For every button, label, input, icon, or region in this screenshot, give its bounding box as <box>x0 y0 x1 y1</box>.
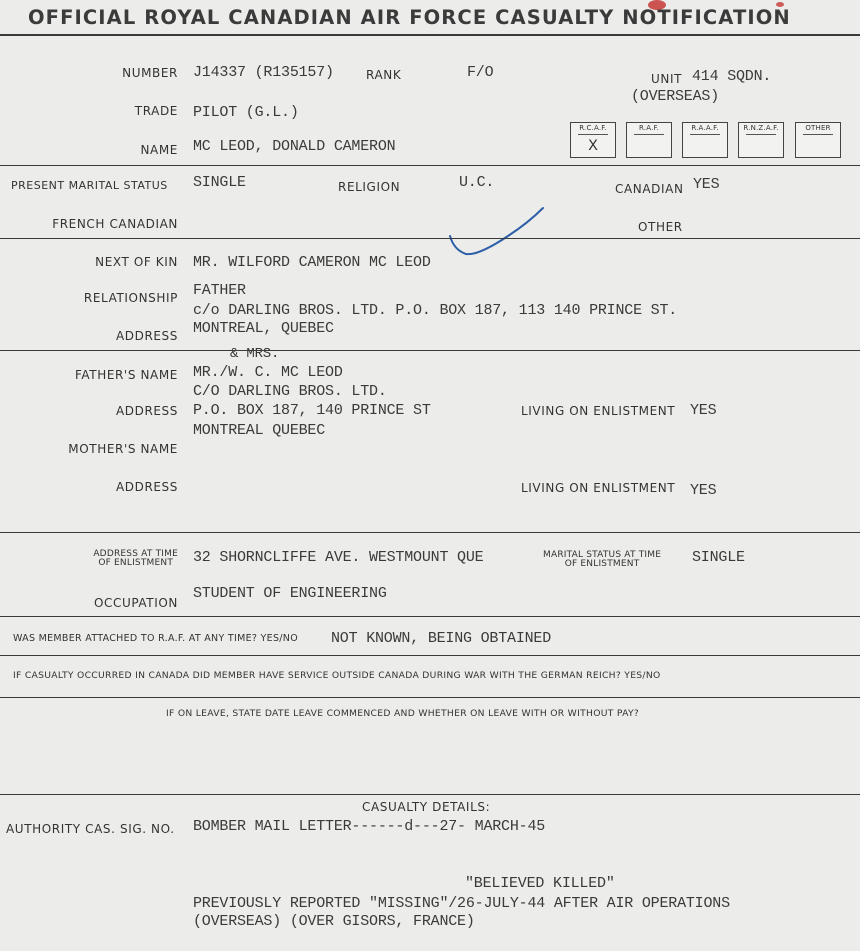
fathers-name-label: FATHER'S NAME <box>74 368 178 382</box>
enlistment-marital-label-line1: MARITAL STATUS AT TIME <box>543 550 662 560</box>
father-living-label: LIVING ON ENLISTMENT <box>521 404 676 418</box>
mother-address-label: ADDRESS <box>115 480 178 494</box>
father-address-line1: P.O. BOX 187, 140 PRINCE ST <box>193 402 431 419</box>
divider <box>0 34 860 36</box>
casualty-details-header: CASUALTY DETAILS: <box>362 800 491 814</box>
divider <box>0 350 860 351</box>
divider <box>0 238 860 239</box>
divider <box>0 532 860 533</box>
mothers-name-label: MOTHER'S NAME <box>68 442 178 456</box>
leave-question: IF ON LEAVE, STATE DATE LEAVE COMMENCED AND WHETHER ON LEAVE WITH OR WITHOUT PAY? <box>166 708 640 719</box>
casualty-details-line1: PREVIOUSLY REPORTED "MISSING"/26-JULY-44 AFTER AIR OPERATIONS <box>193 895 730 912</box>
form-title: OFFICIAL ROYAL CANADIAN AIR FORCE CASUALTY NOTIFICATION <box>28 6 791 29</box>
unit-value: 414 SQDN. <box>692 68 772 85</box>
enlistment-address-label-line2: OF ENLISTMENT <box>98 558 174 568</box>
divider <box>0 616 860 617</box>
authority-value: BOMBER MAIL LETTER------d---27- MARCH-45 <box>193 818 546 835</box>
rank-value: F/O <box>467 64 494 81</box>
service-box-rnzaf <box>738 122 784 158</box>
religion-label: RELIGION <box>338 180 401 194</box>
service-box-raf <box>626 122 672 158</box>
service-box-other <box>795 122 841 158</box>
marital-status-value: SINGLE <box>193 174 246 191</box>
service-box-mark: X <box>588 137 598 155</box>
divider <box>0 697 860 698</box>
enlistment-address-label <box>93 550 178 568</box>
service-number: J14337 (R135157) <box>193 64 334 81</box>
next-of-kin-label: NEXT OF KIN <box>95 255 178 269</box>
kin-address-label: ADDRESS <box>115 329 178 343</box>
mother-living-label: LIVING ON ENLISTMENT <box>521 481 676 495</box>
raf-attached-question: WAS MEMBER ATTACHED TO R.A.F. AT ANY TIME? YES/NO <box>13 633 298 644</box>
father-address-line2: MONTREAL QUEBEC <box>193 422 326 439</box>
enlistment-marital-label-line2: OF ENLISTMENT <box>564 559 640 569</box>
name-value: MC LEOD, DONALD CAMERON <box>193 138 396 155</box>
enlistment-marital-label <box>543 551 661 569</box>
father-living-value: YES <box>690 402 717 419</box>
service-box-label: R.A.F. <box>627 124 671 135</box>
kin-address-line2: MONTREAL, QUEBEC <box>193 320 334 337</box>
unit-label: UNIT <box>651 72 683 86</box>
service-box-rcaf <box>570 122 616 158</box>
relationship-value: FATHER <box>193 282 246 299</box>
service-box-label: R.N.Z.A.F. <box>739 124 783 135</box>
canadian-value: YES <box>693 176 720 193</box>
father-address-label: ADDRESS <box>115 404 178 418</box>
casualty-status: "BELIEVED KILLED" <box>465 875 615 892</box>
occupation-label: OCCUPATION <box>93 596 178 610</box>
religion-value: U.C. <box>459 174 495 191</box>
canadian-label: CANADIAN <box>615 182 684 196</box>
next-of-kin-value: MR. WILFORD CAMERON MC LEOD <box>193 254 431 271</box>
trade-value: PILOT (G.L.) <box>193 104 299 121</box>
number-label: NUMBER <box>122 66 178 80</box>
raf-attached-answer: NOT KNOWN, BEING OBTAINED <box>331 630 552 647</box>
authority-label: AUTHORITY CAS. SIG. NO. <box>6 822 175 836</box>
pen-checkmark <box>448 206 548 258</box>
kin-address-line1: c/o DARLING BROS. LTD. P.O. BOX 187, 113 140 PRINCE ST. <box>193 302 678 319</box>
service-box-label: R.A.A.F. <box>683 124 727 135</box>
divider <box>0 165 860 166</box>
enlistment-address-label-line1: ADDRESS AT TIME <box>93 549 178 559</box>
service-box-label: R.C.A.F. <box>571 124 615 135</box>
relationship-label: RELATIONSHIP <box>83 291 178 305</box>
service-box-raaf <box>682 122 728 158</box>
parents-insert: & MRS. <box>230 346 280 362</box>
service-outside-canada-question: IF CASUALTY OCCURRED IN CANADA DID MEMBER HAVE SERVICE OUTSIDE CANADA DURING WAR WITH THE GERMAN REICH? YES/NO <box>13 670 661 681</box>
trade-label: TRADE <box>134 104 178 118</box>
casualty-details-line2: (OVERSEAS) (OVER GISORS, FRANCE) <box>193 913 475 930</box>
marital-status-label: PRESENT MARITAL STATUS <box>11 179 168 192</box>
other-label: OTHER <box>638 220 683 234</box>
fathers-name-value: MR./W. C. MC LEOD <box>193 364 343 381</box>
unit-note: (OVERSEAS) <box>631 88 720 105</box>
divider <box>0 655 860 656</box>
name-label: NAME <box>140 143 178 157</box>
service-box-label: OTHER <box>796 124 840 135</box>
father-address-line0: C/O DARLING BROS. LTD. <box>193 383 387 400</box>
rank-label: RANK <box>366 68 402 82</box>
mother-living-value: YES <box>690 482 717 499</box>
french-canadian-label: FRENCH CANADIAN <box>52 217 178 231</box>
occupation-value: STUDENT OF ENGINEERING <box>193 585 387 602</box>
enlistment-marital-value: SINGLE <box>692 549 745 566</box>
enlistment-address-value: 32 SHORNCLIFFE AVE. WESTMOUNT QUE <box>193 549 484 566</box>
divider <box>0 794 860 795</box>
